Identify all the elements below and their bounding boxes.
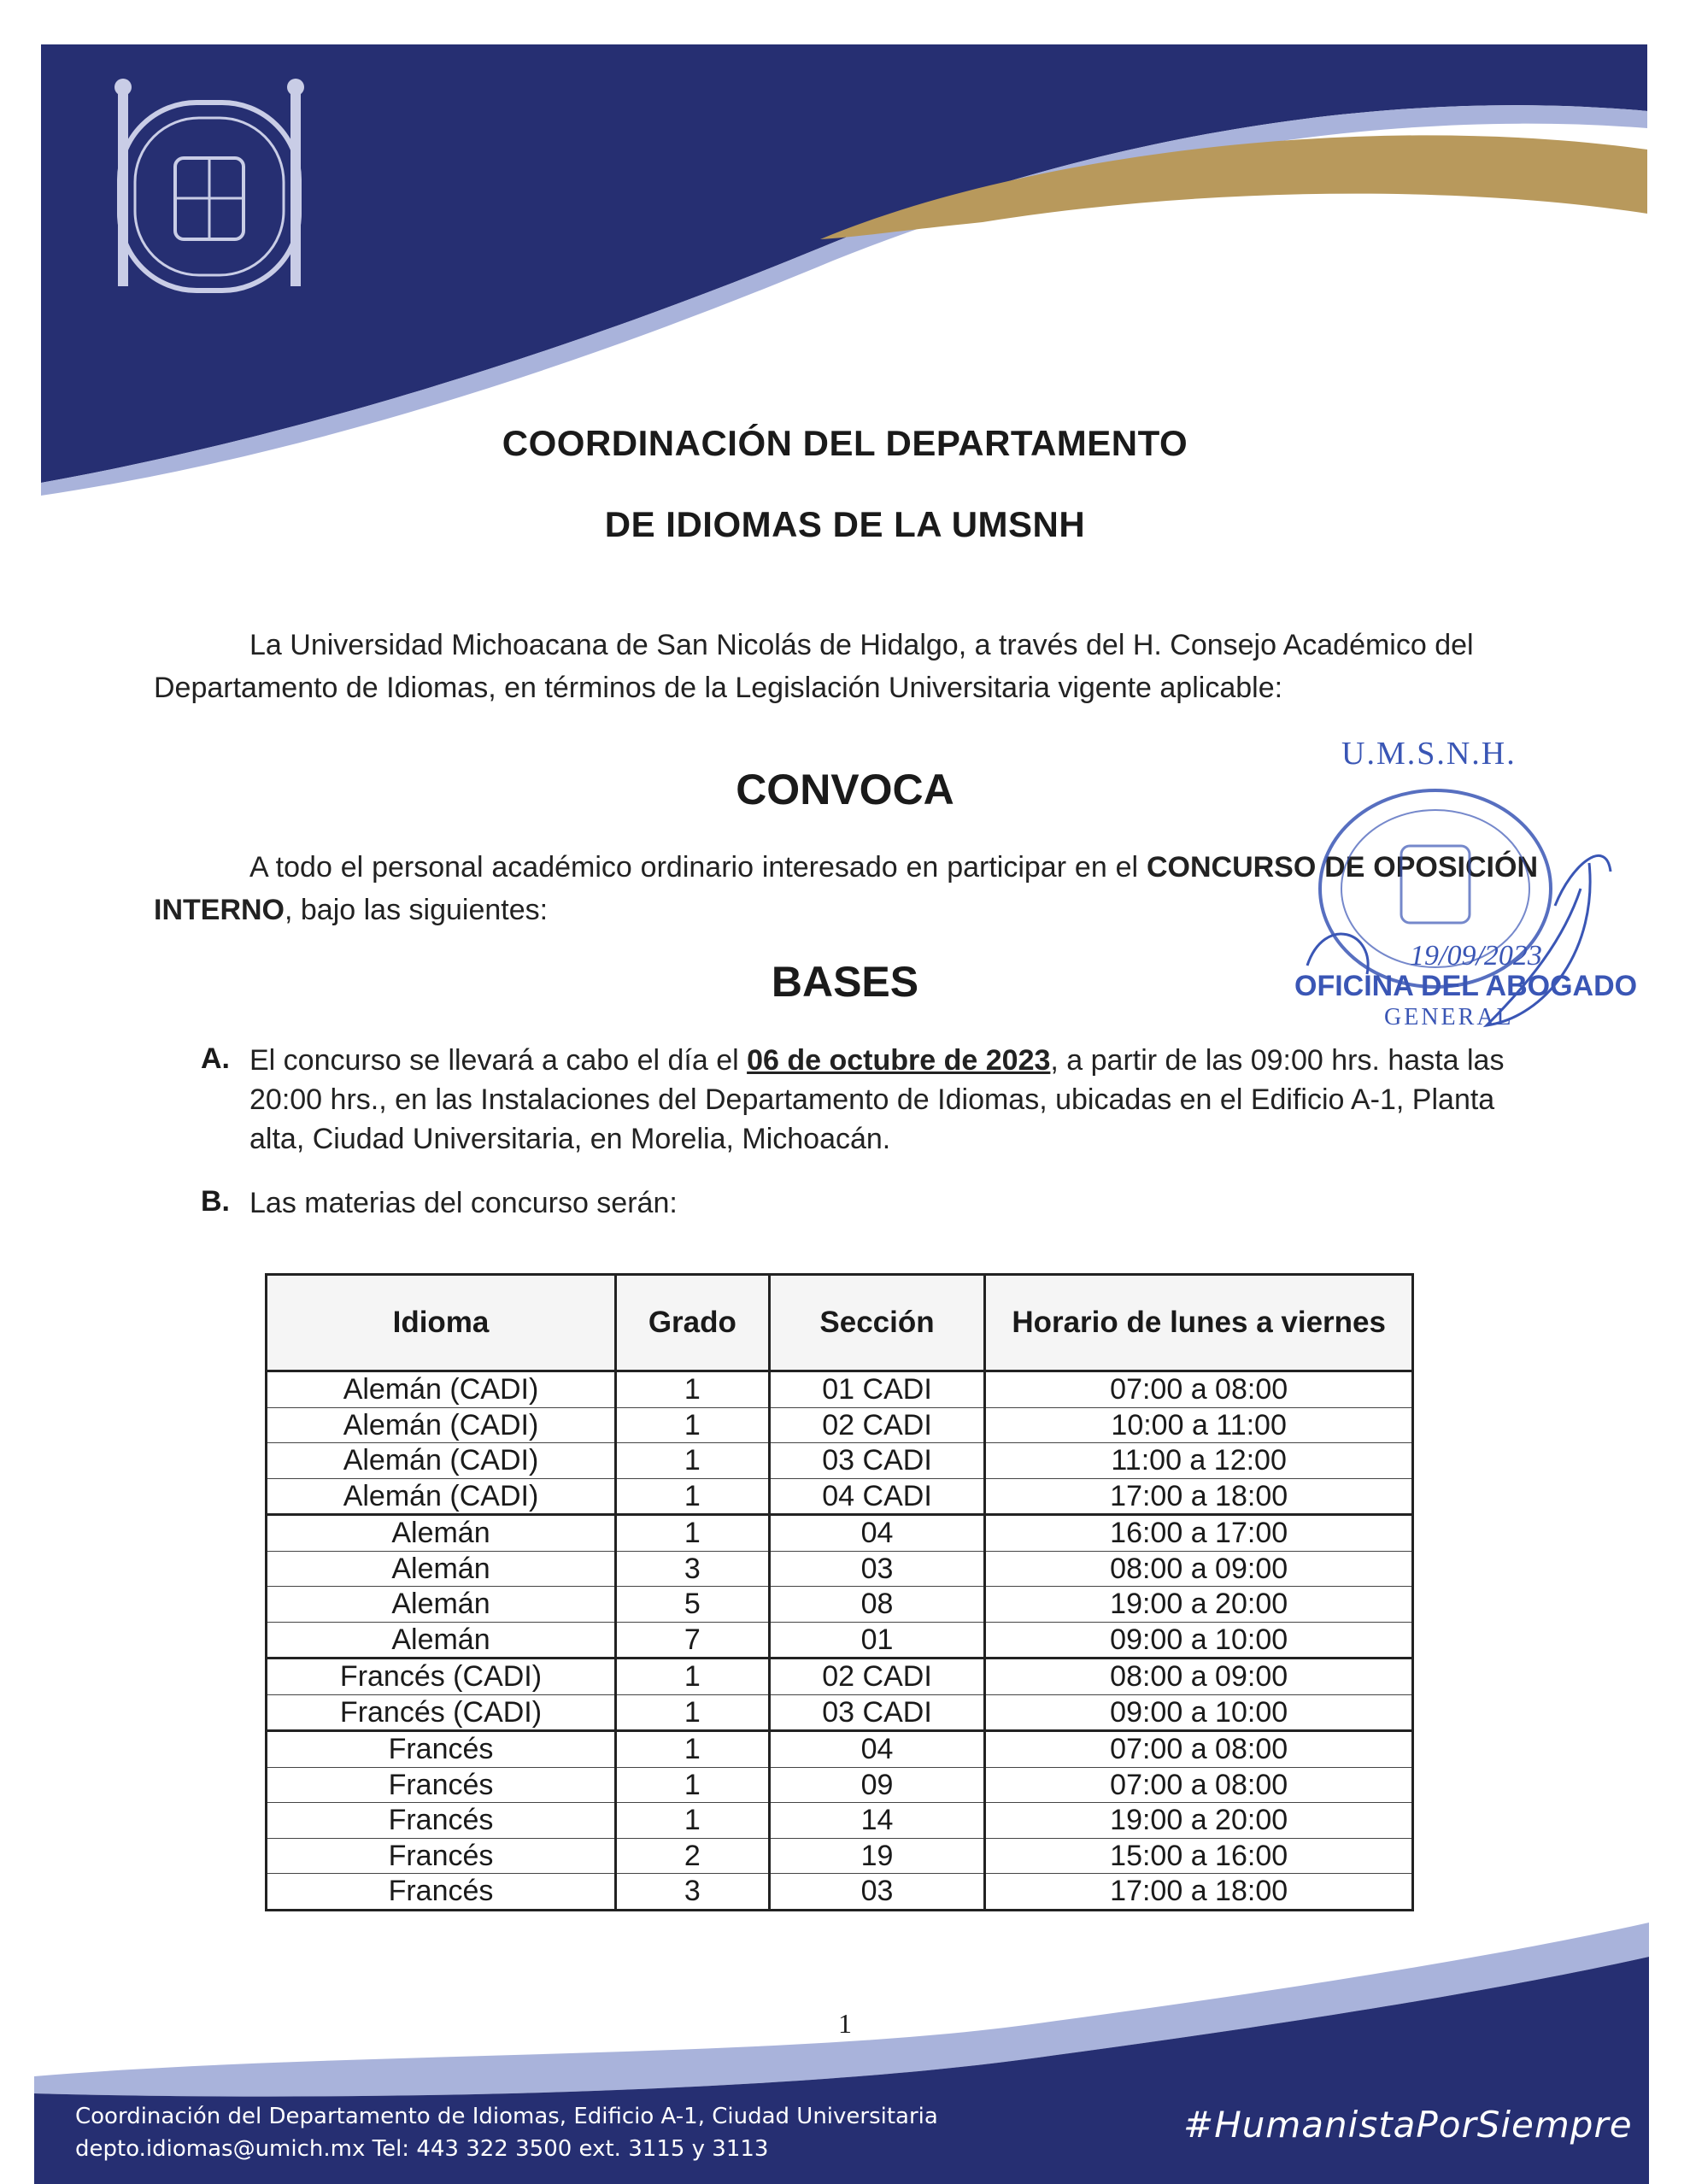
invite-text-end: , bajo las siguientes: xyxy=(285,894,549,926)
stamp-office: OFICINA DEL ABOGADO xyxy=(1294,970,1638,1002)
footer-hashtag: #HumanistaPorSiempre xyxy=(1183,2104,1633,2146)
cell-seccion: 04 xyxy=(769,1731,985,1768)
footer-contact: depto.idiomas@umich.mx Tel: 443 322 3500 ext. 3115 y 3113 xyxy=(75,2136,769,2162)
cell-seccion: 14 xyxy=(769,1803,985,1839)
cell-grado: 1 xyxy=(615,1694,769,1731)
cell-grado: 3 xyxy=(615,1551,769,1587)
cell-seccion: 03 CADI xyxy=(769,1694,985,1731)
stamp-title: U.M.S.N.H. xyxy=(1341,736,1517,772)
cell-grado: 1 xyxy=(615,1443,769,1479)
cell-idioma: Francés xyxy=(267,1803,616,1839)
cell-horario: 17:00 a 18:00 xyxy=(985,1478,1413,1515)
cell-idioma: Francés xyxy=(267,1731,616,1768)
cell-grado: 7 xyxy=(615,1622,769,1659)
table-row xyxy=(267,1371,1413,1408)
cell-horario: 07:00 a 08:00 xyxy=(985,1767,1413,1803)
table-row xyxy=(267,1838,1413,1874)
header-idioma: Idioma xyxy=(267,1275,616,1371)
cell-idioma: Alemán (CADI) xyxy=(267,1407,616,1443)
table-row xyxy=(267,1407,1413,1443)
cell-idioma: Alemán xyxy=(267,1587,616,1623)
table-row xyxy=(267,1478,1413,1515)
cell-grado: 1 xyxy=(615,1515,769,1552)
cell-grado: 1 xyxy=(615,1407,769,1443)
table-row xyxy=(267,1767,1413,1803)
cell-idioma: Alemán xyxy=(267,1551,616,1587)
invite-text: A todo el personal académico ordinario interesado en participar en el xyxy=(249,851,1147,884)
contest-name: CONCURSO DE OPOSICIÓN INTERNO xyxy=(154,851,1538,926)
cell-horario: 17:00 a 18:00 xyxy=(985,1874,1413,1911)
cell-seccion: 01 xyxy=(769,1622,985,1659)
cell-grado: 1 xyxy=(615,1478,769,1515)
table-row xyxy=(267,1659,1413,1695)
cell-grado: 1 xyxy=(615,1803,769,1839)
cell-grado: 1 xyxy=(615,1731,769,1768)
cell-seccion: 19 xyxy=(769,1838,985,1874)
table-row xyxy=(267,1874,1413,1911)
cell-seccion: 04 CADI xyxy=(769,1478,985,1515)
cell-idioma: Alemán xyxy=(267,1622,616,1659)
cell-grado: 1 xyxy=(615,1659,769,1695)
cell-idioma: Alemán (CADI) xyxy=(267,1478,616,1515)
cell-horario: 07:00 a 08:00 xyxy=(985,1731,1413,1768)
university-seal-icon xyxy=(103,77,316,308)
item-a-pre: El concurso se llevará a cabo el día el xyxy=(249,1044,748,1077)
cell-idioma: Alemán xyxy=(267,1515,616,1552)
cell-idioma: Francés xyxy=(267,1874,616,1911)
header-seccion: Sección xyxy=(769,1275,985,1371)
cell-horario: 16:00 a 17:00 xyxy=(985,1515,1413,1552)
cell-idioma: Francés xyxy=(267,1838,616,1874)
cell-horario: 11:00 a 12:00 xyxy=(985,1443,1413,1479)
table-header-row xyxy=(267,1275,1413,1371)
cell-grado: 5 xyxy=(615,1587,769,1623)
cell-idioma: Francés (CADI) xyxy=(267,1694,616,1731)
bases-heading: BASES xyxy=(771,958,919,1006)
table-row xyxy=(267,1731,1413,1768)
table-row xyxy=(267,1551,1413,1587)
table-row xyxy=(267,1622,1413,1659)
table-row xyxy=(267,1694,1413,1731)
item-a-letter: A. xyxy=(201,1042,230,1075)
cell-horario: 10:00 a 11:00 xyxy=(985,1407,1413,1443)
cell-seccion: 03 CADI xyxy=(769,1443,985,1479)
cell-idioma: Francés xyxy=(267,1767,616,1803)
stamp-general: GENERAL xyxy=(1384,1004,1514,1030)
cell-seccion: 02 CADI xyxy=(769,1407,985,1443)
cell-seccion: 03 xyxy=(769,1551,985,1587)
cell-idioma: Francés (CADI) xyxy=(267,1659,616,1695)
cell-horario: 08:00 a 09:00 xyxy=(985,1551,1413,1587)
contest-date: 06 de octubre de 2023 xyxy=(747,1044,1051,1077)
table-row xyxy=(267,1803,1413,1839)
item-a-post: , a partir de las 09:00 hrs. hasta las 20:00 hrs., en las Instalaciones del Departamento de Idiomas, ubicadas en el Edificio A-1, Planta alta, Ciudad Universitaria, en Morelia, Michoacán. xyxy=(249,1044,1505,1155)
cell-horario: 07:00 a 08:00 xyxy=(985,1371,1413,1408)
table-row xyxy=(267,1587,1413,1623)
cell-horario: 09:00 a 10:00 xyxy=(985,1694,1413,1731)
intro-paragraph: La Universidad Michoacana de San Nicolás de Hidalgo, a través del H. Consejo Académico del Departamento de Idiomas, en términos de la Legislación Universitaria vigente aplicable: xyxy=(154,629,1474,704)
cell-grado: 3 xyxy=(615,1874,769,1911)
stamp-date: 19/09/2023 xyxy=(1410,940,1542,972)
cell-idioma: Alemán (CADI) xyxy=(267,1443,616,1479)
cell-seccion: 08 xyxy=(769,1587,985,1623)
cell-horario: 19:00 a 20:00 xyxy=(985,1803,1413,1839)
footer-address: Coordinación del Departamento de Idiomas, Edificio A-1, Ciudad Universitaria xyxy=(75,2104,938,2129)
item-a-text xyxy=(249,1041,1531,1159)
header-grado: Grado xyxy=(615,1275,769,1371)
page-number: 1 xyxy=(838,2008,852,2039)
cell-horario: 09:00 a 10:00 xyxy=(985,1622,1413,1659)
header-horario: Horario de lunes a viernes xyxy=(985,1275,1413,1371)
table-row xyxy=(267,1515,1413,1552)
cell-seccion: 04 xyxy=(769,1515,985,1552)
item-b-text: Las materias del concurso serán: xyxy=(249,1187,678,1219)
cell-seccion: 01 CADI xyxy=(769,1371,985,1408)
item-b-letter: B. xyxy=(201,1185,230,1218)
cell-seccion: 02 CADI xyxy=(769,1659,985,1695)
cell-grado: 2 xyxy=(615,1838,769,1874)
cell-grado: 1 xyxy=(615,1767,769,1803)
cell-horario: 19:00 a 20:00 xyxy=(985,1587,1413,1623)
page-title-line2: DE IDIOMAS DE LA UMSNH xyxy=(604,504,1086,544)
cell-seccion: 09 xyxy=(769,1767,985,1803)
page-title-line1: COORDINACIÓN DEL DEPARTAMENTO xyxy=(502,423,1188,463)
cell-grado: 1 xyxy=(615,1371,769,1408)
convoca-heading: CONVOCA xyxy=(736,766,954,813)
cell-idioma: Alemán (CADI) xyxy=(267,1371,616,1408)
cell-horario: 15:00 a 16:00 xyxy=(985,1838,1413,1874)
cell-seccion: 03 xyxy=(769,1874,985,1911)
subjects-table xyxy=(265,1273,1414,1911)
table-row xyxy=(267,1443,1413,1479)
cell-horario: 08:00 a 09:00 xyxy=(985,1659,1413,1695)
